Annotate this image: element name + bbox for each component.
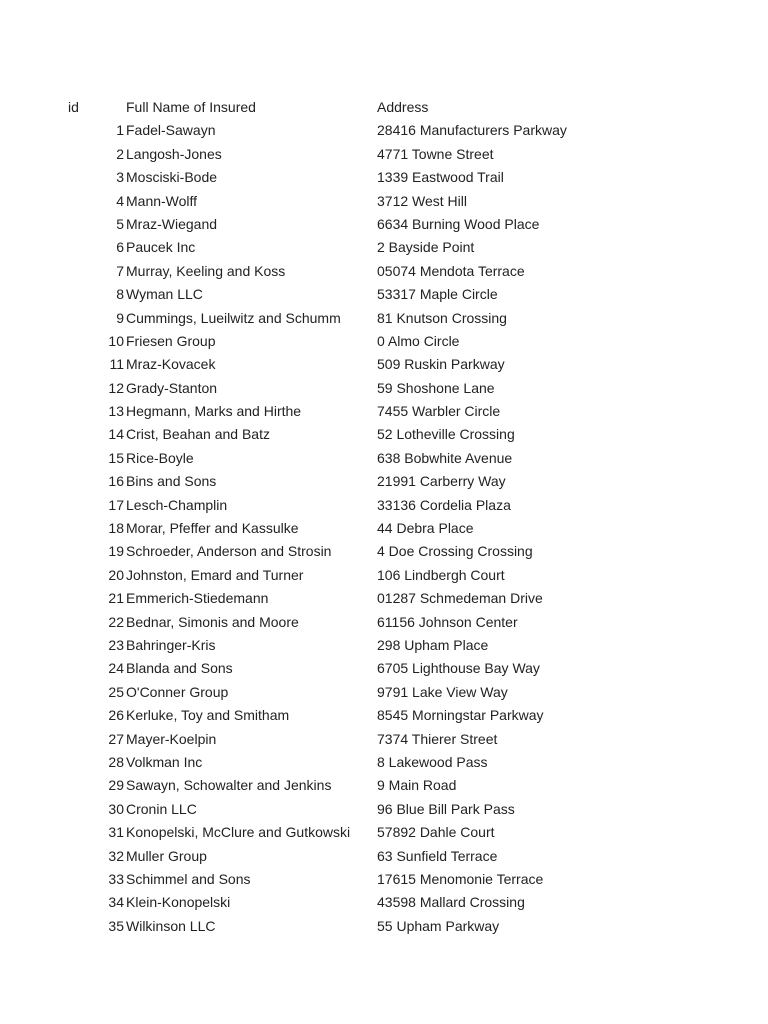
row-id: 20 xyxy=(108,566,124,583)
row-insured-name: Muller Group xyxy=(126,847,207,864)
table-row xyxy=(0,307,768,330)
table-row xyxy=(0,470,768,493)
row-insured-name: Friesen Group xyxy=(126,332,216,349)
row-address: 4771 Towne Street xyxy=(377,145,494,162)
row-address: 43598 Mallard Crossing xyxy=(377,894,525,911)
row-address: 81 Knutson Crossing xyxy=(377,309,507,326)
row-id: 10 xyxy=(108,332,124,349)
row-id: 33 xyxy=(108,870,124,887)
row-id: 15 xyxy=(108,449,124,466)
row-address: 298 Upham Place xyxy=(377,636,489,653)
row-id: 34 xyxy=(108,894,124,911)
row-address: 8545 Morningstar Parkway xyxy=(377,707,544,724)
row-address: 0 Almo Circle xyxy=(377,332,460,349)
row-insured-name: Wilkinson LLC xyxy=(126,917,216,934)
table-row xyxy=(0,681,768,704)
row-id: 31 xyxy=(108,824,124,841)
row-insured-name: Langosh-Jones xyxy=(126,145,222,162)
table-header-row xyxy=(0,96,768,119)
row-address: 638 Bobwhite Avenue xyxy=(377,449,513,466)
row-address: 53317 Maple Circle xyxy=(377,286,498,303)
row-insured-name: Mann-Wolff xyxy=(126,192,198,209)
row-insured-name: Mraz-Wiegand xyxy=(126,215,218,232)
column-header-address: Address xyxy=(377,99,429,115)
table-row xyxy=(0,821,768,844)
row-address: 21991 Carberry Way xyxy=(377,473,506,490)
row-id: 11 xyxy=(109,356,124,373)
table-row xyxy=(0,377,768,400)
row-address: 59 Shoshone Lane xyxy=(377,379,495,396)
row-insured-name: Fadel-Sawayn xyxy=(126,122,216,139)
table-row xyxy=(0,587,768,610)
table-row xyxy=(0,190,768,213)
row-insured-name: Cronin LLC xyxy=(126,800,197,817)
table-body xyxy=(0,119,768,938)
row-id: 23 xyxy=(108,636,124,653)
row-insured-name: Murray, Keeling and Koss xyxy=(126,262,286,279)
row-insured-name: Bednar, Simonis and Moore xyxy=(126,613,299,630)
table-row xyxy=(0,798,768,821)
row-insured-name: Grady-Stanton xyxy=(126,379,218,396)
row-id: 3 xyxy=(116,169,124,186)
row-id: 29 xyxy=(108,777,124,794)
row-address: 8 Lakewood Pass xyxy=(377,753,488,770)
row-insured-name: Mosciski-Bode xyxy=(126,169,218,186)
row-address: 509 Ruskin Parkway xyxy=(377,356,505,373)
table-row xyxy=(0,891,768,914)
row-id: 13 xyxy=(108,403,124,420)
column-header-name: Full Name of Insured xyxy=(126,99,256,115)
row-insured-name: Sawayn, Schowalter and Jenkins xyxy=(126,777,332,794)
row-address: 4 Doe Crossing Crossing xyxy=(377,543,533,560)
row-insured-name: Konopelski, McClure and Gutkowski xyxy=(126,824,351,841)
row-id: 32 xyxy=(108,847,124,864)
row-insured-name: Mayer-Koelpin xyxy=(126,730,217,747)
row-address: 7455 Warbler Circle xyxy=(377,403,501,420)
row-address: 44 Debra Place xyxy=(377,520,474,537)
row-address: 63 Sunfield Terrace xyxy=(377,847,498,864)
row-id: 4 xyxy=(116,192,124,209)
row-address: 106 Lindbergh Court xyxy=(377,566,505,583)
row-insured-name: Mraz-Kovacek xyxy=(126,356,216,373)
row-insured-name: Bins and Sons xyxy=(126,473,217,490)
table-row xyxy=(0,915,768,938)
table-row xyxy=(0,657,768,680)
row-insured-name: Paucek Inc xyxy=(126,239,196,256)
row-id: 18 xyxy=(108,520,124,537)
table-row xyxy=(0,400,768,423)
row-id: 21 xyxy=(108,590,124,607)
row-id: 19 xyxy=(108,543,124,560)
row-id: 17 xyxy=(108,496,124,513)
row-address: 01287 Schmedeman Drive xyxy=(377,590,543,607)
table-row xyxy=(0,728,768,751)
row-address: 9791 Lake View Way xyxy=(377,683,508,700)
row-insured-name: Cummings, Lueilwitz and Schumm xyxy=(126,309,341,326)
row-address: 2 Bayside Point xyxy=(377,239,475,256)
table-row xyxy=(0,774,768,797)
row-id: 35 xyxy=(108,917,124,934)
row-id: 9 xyxy=(116,309,124,326)
row-insured-name: O'Conner Group xyxy=(126,683,229,700)
row-id: 25 xyxy=(108,683,124,700)
row-id: 5 xyxy=(116,215,124,232)
row-insured-name: Lesch-Champlin xyxy=(126,496,228,513)
table-row xyxy=(0,494,768,517)
row-id: 28 xyxy=(108,753,124,770)
row-id: 22 xyxy=(108,613,124,630)
row-insured-name: Bahringer-Kris xyxy=(126,636,216,653)
row-id: 7 xyxy=(116,262,124,279)
insured-table xyxy=(0,96,768,938)
row-insured-name: Schroeder, Anderson and Strosin xyxy=(126,543,332,560)
row-address: 61156 Johnson Center xyxy=(377,613,518,630)
row-insured-name: Emmerich-Stiedemann xyxy=(126,590,269,607)
table-row xyxy=(0,260,768,283)
row-id: 2 xyxy=(116,145,124,162)
row-id: 30 xyxy=(108,800,124,817)
row-id: 1 xyxy=(116,122,124,139)
row-id: 6 xyxy=(116,239,124,256)
row-address: 57892 Dahle Court xyxy=(377,824,495,841)
table-row xyxy=(0,143,768,166)
row-insured-name: Schimmel and Sons xyxy=(126,870,251,887)
table-row xyxy=(0,845,768,868)
table-row xyxy=(0,353,768,376)
table-row xyxy=(0,236,768,259)
row-id: 8 xyxy=(116,286,124,303)
table-row xyxy=(0,447,768,470)
table-row xyxy=(0,634,768,657)
row-insured-name: Klein-Konopelski xyxy=(126,894,231,911)
row-address: 55 Upham Parkway xyxy=(377,917,500,934)
table-row xyxy=(0,119,768,142)
row-address: 9 Main Road xyxy=(377,777,457,794)
row-insured-name: Hegmann, Marks and Hirthe xyxy=(126,403,302,420)
table-row xyxy=(0,868,768,891)
row-address: 7374 Thierer Street xyxy=(377,730,498,747)
row-address: 52 Lotheville Crossing xyxy=(377,426,515,443)
row-insured-name: Morar, Pfeffer and Kassulke xyxy=(126,520,299,537)
row-insured-name: Blanda and Sons xyxy=(126,660,233,677)
table-row xyxy=(0,517,768,540)
row-address: 3712 West Hill xyxy=(377,192,468,209)
row-insured-name: Kerluke, Toy and Smitham xyxy=(126,707,290,724)
row-insured-name: Wyman LLC xyxy=(126,286,203,303)
row-insured-name: Volkman Inc xyxy=(126,753,203,770)
row-address: 28416 Manufacturers Parkway xyxy=(377,122,567,139)
table-row xyxy=(0,213,768,236)
table-row xyxy=(0,611,768,634)
row-address: 17615 Menomonie Terrace xyxy=(377,870,544,887)
table-row xyxy=(0,166,768,189)
table-row xyxy=(0,423,768,446)
row-insured-name: Rice-Boyle xyxy=(126,449,194,466)
table-row xyxy=(0,330,768,353)
row-id: 14 xyxy=(108,426,124,443)
row-insured-name: Johnston, Emard and Turner xyxy=(126,566,304,583)
row-address: 33136 Cordelia Plaza xyxy=(377,496,511,513)
column-header-id: id xyxy=(68,99,79,115)
row-id: 26 xyxy=(108,707,124,724)
table-row xyxy=(0,704,768,727)
row-id: 24 xyxy=(108,660,124,677)
table-row xyxy=(0,564,768,587)
row-address: 05074 Mendota Terrace xyxy=(377,262,525,279)
row-address: 6634 Burning Wood Place xyxy=(377,215,540,232)
table-row xyxy=(0,751,768,774)
table-row xyxy=(0,540,768,563)
row-id: 12 xyxy=(108,379,124,396)
row-id: 27 xyxy=(108,730,124,747)
row-address: 6705 Lighthouse Bay Way xyxy=(377,660,540,677)
row-address: 96 Blue Bill Park Pass xyxy=(377,800,515,817)
table-row xyxy=(0,283,768,306)
row-address: 1339 Eastwood Trail xyxy=(377,169,504,186)
row-id: 16 xyxy=(108,473,124,490)
row-insured-name: Crist, Beahan and Batz xyxy=(126,426,270,443)
